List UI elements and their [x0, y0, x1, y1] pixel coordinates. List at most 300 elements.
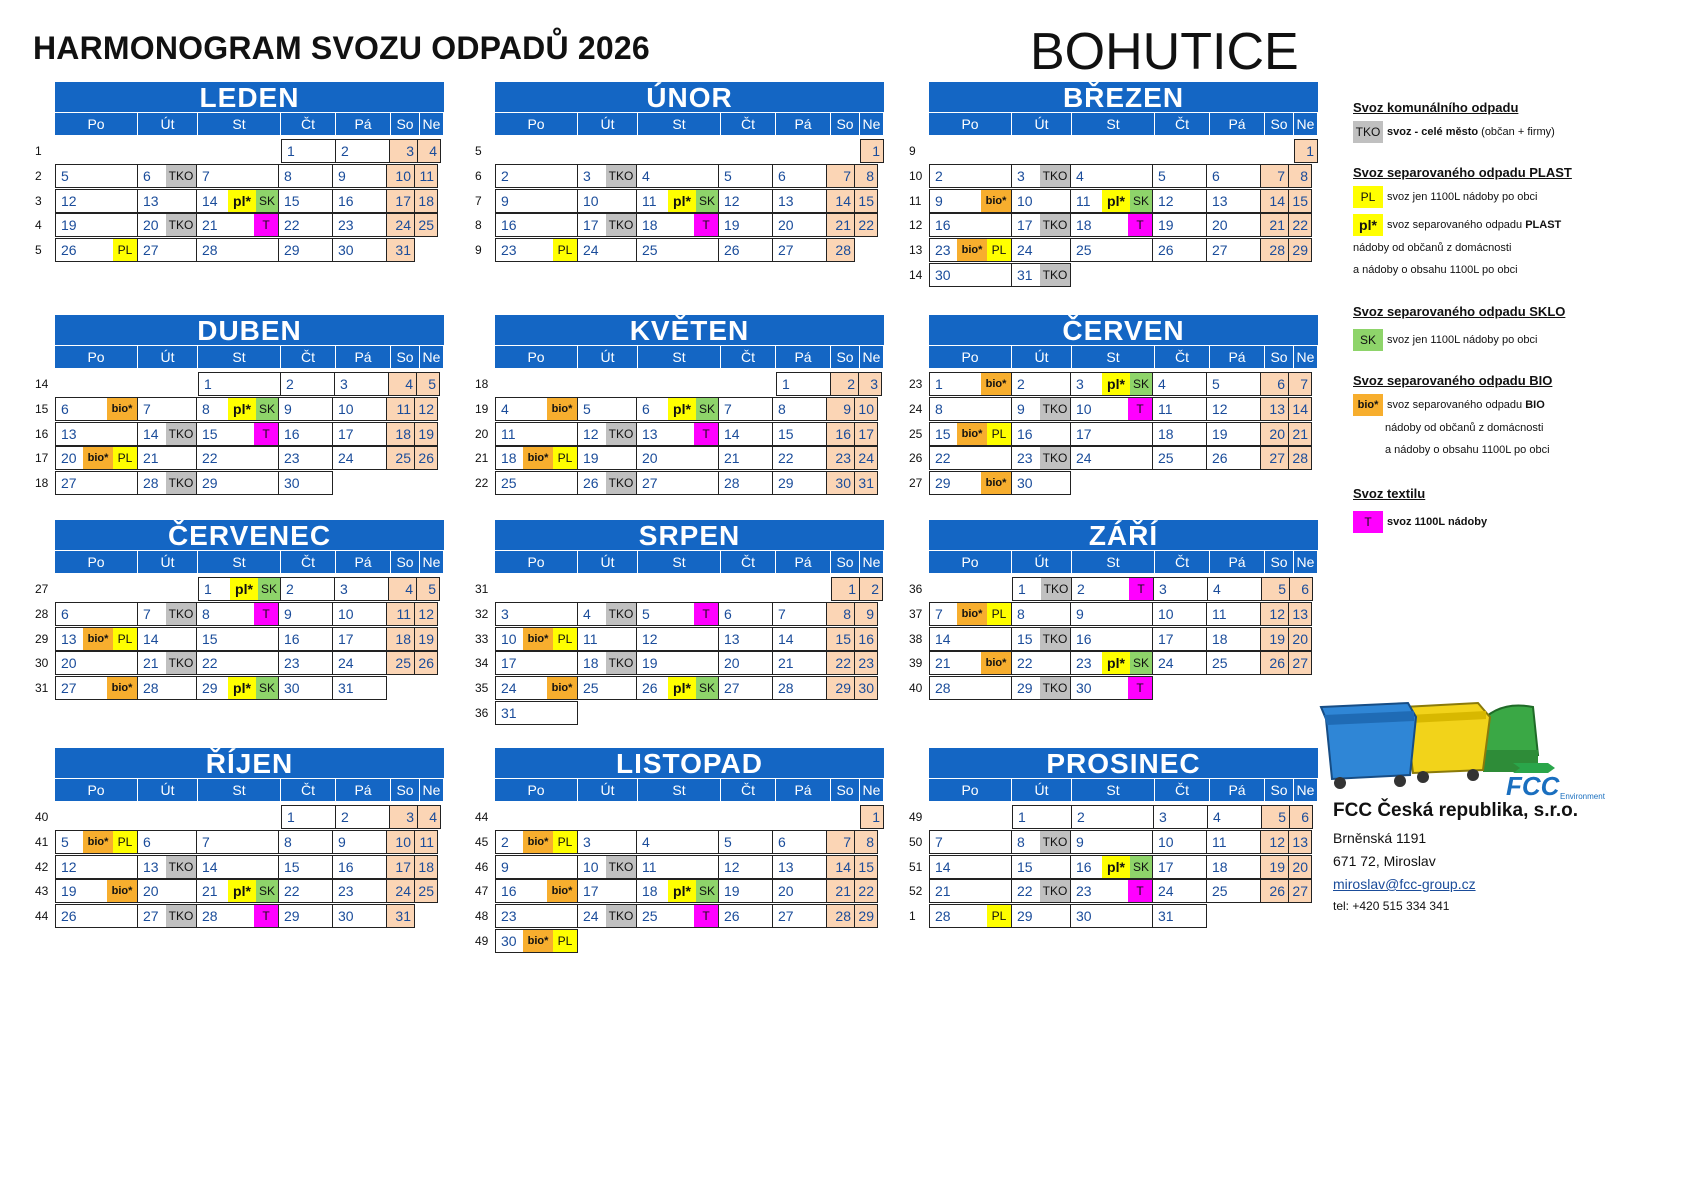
day-cell — [929, 263, 1012, 287]
tag-pl: PL — [987, 603, 1011, 625]
weekday-label: So — [831, 779, 860, 801]
day-number: 11 — [1158, 400, 1173, 417]
day-cell — [196, 422, 279, 446]
day-cell — [1070, 904, 1153, 928]
day-number: 4 — [642, 833, 650, 850]
fcc-bins-logo — [1318, 695, 1638, 805]
day-cell — [386, 651, 415, 675]
day-number: 16 — [284, 425, 300, 442]
day-number: 29 — [284, 908, 300, 925]
weekday-label: Pá — [1210, 346, 1265, 368]
legend-bio-swatch: bio* — [1353, 394, 1383, 416]
day-number: 21 — [202, 883, 218, 900]
day-cell — [332, 855, 387, 879]
empty-cell — [495, 372, 578, 396]
empty-cell — [1262, 676, 1291, 700]
day-cell — [278, 651, 333, 675]
day-cell — [577, 164, 637, 188]
day-cell — [386, 422, 415, 446]
day-cell — [495, 446, 578, 470]
tag-pl: PL — [553, 831, 577, 853]
empty-cell — [1153, 471, 1208, 495]
day-number: 7 — [202, 167, 210, 184]
day-cell — [636, 189, 719, 213]
day-number: 7 — [724, 400, 732, 417]
month-name: ČERVENEC — [55, 520, 444, 550]
empty-cell — [775, 701, 830, 725]
day-number: 3 — [406, 143, 414, 159]
day-number: 21 — [143, 450, 159, 467]
day-number: 6 — [1212, 167, 1220, 184]
day-number: 7 — [143, 400, 151, 417]
day-cell — [1012, 577, 1072, 601]
day-cell — [1206, 651, 1261, 675]
day-cell — [1261, 805, 1290, 829]
day-cell — [826, 879, 855, 903]
day-cell — [718, 189, 773, 213]
day-number: 24 — [583, 242, 599, 259]
week-row — [473, 397, 945, 421]
tag-t: T — [254, 905, 278, 927]
day-number: 23 — [935, 242, 951, 259]
day-number: 17 — [1158, 858, 1174, 875]
tag-tko: TKO — [606, 603, 636, 625]
day-cell — [495, 676, 578, 700]
week-row — [473, 830, 945, 854]
day-number: 8 — [202, 400, 210, 417]
day-cell — [636, 855, 719, 879]
day-cell — [1206, 397, 1261, 421]
day-cell — [414, 422, 438, 446]
day-number: 19 — [61, 217, 77, 234]
day-number: 3 — [1017, 167, 1025, 184]
day-number: 11 — [396, 400, 411, 417]
day-cell — [196, 855, 279, 879]
day-number: 12 — [1269, 833, 1285, 850]
day-number: 16 — [284, 630, 300, 647]
day-number: 14 — [778, 630, 794, 647]
weekday-label: Čt — [721, 779, 776, 801]
empty-cell — [1155, 139, 1210, 163]
day-cell — [386, 397, 415, 421]
weekday-label: Pá — [336, 779, 391, 801]
day-number: 17 — [395, 192, 411, 209]
day-number: 24 — [395, 217, 411, 234]
waste-bins-icon — [1318, 695, 1638, 805]
day-number: 8 — [1017, 605, 1025, 622]
day-number: 26 — [583, 475, 599, 492]
day-number: 9 — [338, 167, 346, 184]
day-cell — [137, 676, 197, 700]
day-number: 23 — [338, 217, 354, 234]
day-cell — [495, 213, 578, 237]
day-cell — [772, 879, 827, 903]
week-number: 10 — [909, 168, 923, 183]
legend-plast — [1353, 165, 1673, 276]
day-number: 9 — [1076, 833, 1084, 850]
weekday-label: Út — [138, 779, 198, 801]
week-number: 44 — [475, 810, 489, 824]
weekday-label: Po — [495, 113, 578, 135]
month-name: DUBEN — [55, 315, 444, 345]
empty-cell — [1263, 263, 1292, 287]
day-number: 20 — [778, 217, 794, 234]
empty-cell — [332, 471, 387, 495]
day-cell — [854, 397, 878, 421]
weekday-label: Út — [1012, 779, 1072, 801]
empty-cell — [1265, 139, 1294, 163]
day-cell — [1206, 164, 1261, 188]
day-cell — [196, 238, 279, 262]
day-number: 15 — [202, 425, 218, 442]
day-number: 12 — [724, 192, 740, 209]
weekday-label: Pá — [776, 779, 831, 801]
week-row — [473, 602, 945, 626]
day-number: 31 — [338, 680, 354, 697]
day-number: 9 — [843, 400, 851, 417]
day-cell — [577, 904, 637, 928]
day-number: 13 — [61, 425, 77, 442]
empty-cell — [1207, 676, 1262, 700]
week-row — [33, 805, 505, 829]
empty-cell — [414, 904, 438, 928]
week-number: 47 — [475, 884, 489, 899]
day-cell — [495, 904, 578, 928]
empty-cell — [1292, 471, 1316, 495]
day-number: 7 — [843, 833, 851, 850]
day-cell — [718, 238, 773, 262]
day-cell — [55, 397, 138, 421]
day-cell — [1011, 602, 1071, 626]
week-row — [33, 422, 505, 446]
weekday-label: Pá — [776, 346, 831, 368]
day-cell — [414, 651, 438, 675]
day-number: 12 — [418, 400, 434, 417]
day-cell — [1288, 855, 1312, 879]
day-number: 18 — [1158, 425, 1174, 442]
day-number: 12 — [1158, 192, 1174, 209]
week-row — [473, 372, 945, 396]
day-cell — [1260, 422, 1289, 446]
tag-tko: TKO — [166, 423, 196, 445]
week-number: 5 — [475, 144, 482, 158]
day-cell — [826, 830, 855, 854]
logo-sub: Environment — [1560, 792, 1605, 801]
day-cell — [772, 238, 827, 262]
weekday-label: So — [391, 551, 420, 573]
tag-t: T — [1128, 677, 1152, 699]
day-number: 23 — [284, 655, 300, 672]
weekday-label: Út — [138, 551, 198, 573]
day-cell — [332, 422, 387, 446]
day-cell — [1152, 164, 1207, 188]
day-cell — [577, 213, 637, 237]
week-row — [907, 397, 1379, 421]
day-cell — [1011, 830, 1071, 854]
week-number: 51 — [909, 859, 923, 874]
day-number: 19 — [1158, 217, 1174, 234]
weekday-label: St — [638, 346, 721, 368]
tag-bio: bio* — [83, 447, 113, 469]
day-cell — [495, 855, 578, 879]
day-number: 13 — [778, 858, 794, 875]
weekday-label: So — [1265, 346, 1294, 368]
tag-sk: SK — [696, 880, 718, 902]
day-cell — [854, 855, 878, 879]
week-row — [907, 422, 1379, 446]
day-number: 10 — [338, 400, 354, 417]
month-prosinec — [907, 748, 1379, 929]
tag-tko: TKO — [1040, 165, 1070, 187]
month-name: LISTOPAD — [495, 748, 884, 778]
weekday-header — [55, 779, 444, 801]
day-cell — [196, 879, 279, 903]
day-cell — [335, 139, 390, 163]
weekday-label: Čt — [721, 551, 776, 573]
day-cell — [198, 577, 281, 601]
day-number: 25 — [1212, 655, 1228, 672]
week-number: 26 — [909, 451, 923, 466]
tag-t: T — [1128, 214, 1152, 236]
day-number: 7 — [1300, 376, 1308, 392]
day-number: 14 — [202, 192, 218, 209]
day-cell — [1261, 577, 1290, 601]
day-number: 28 — [778, 680, 794, 697]
day-number: 23 — [284, 450, 300, 467]
day-number: 2 — [286, 376, 294, 392]
week-number: 9 — [909, 144, 916, 158]
week-number: 49 — [909, 810, 923, 824]
week-row — [907, 855, 1379, 879]
week-row — [907, 471, 1379, 495]
day-cell — [1011, 651, 1071, 675]
day-cell — [332, 676, 387, 700]
week-number: 43 — [35, 884, 49, 899]
day-cell — [278, 904, 333, 928]
day-cell — [495, 397, 578, 421]
day-number: 25 — [395, 655, 411, 672]
day-number: 11 — [419, 833, 434, 850]
month-name: LEDEN — [55, 82, 444, 112]
week-number: 5 — [35, 243, 42, 258]
day-cell — [1011, 879, 1071, 903]
week-number: 6 — [475, 168, 482, 183]
day-number: 9 — [284, 400, 292, 417]
day-cell — [1011, 627, 1071, 651]
week-number: 1 — [35, 144, 42, 158]
day-cell — [826, 446, 855, 470]
tag-pl: PL — [553, 930, 577, 952]
day-cell — [495, 651, 578, 675]
day-number: 16 — [338, 858, 354, 875]
day-number: 26 — [418, 655, 434, 672]
weekday-label: Ne — [420, 779, 444, 801]
day-number: 15 — [935, 425, 951, 442]
day-number: 14 — [724, 425, 740, 442]
weekday-label: Pá — [1210, 779, 1265, 801]
day-cell — [281, 805, 336, 829]
day-cell — [1070, 651, 1153, 675]
day-number: 6 — [143, 833, 151, 850]
day-number: 29 — [1017, 680, 1033, 697]
day-number: 5 — [1278, 581, 1286, 597]
day-number: 5 — [583, 400, 591, 417]
day-cell — [386, 189, 415, 213]
day-number: 3 — [1159, 809, 1167, 825]
week-row — [33, 676, 505, 700]
day-number: 4 — [429, 809, 437, 825]
month-červenec — [33, 520, 505, 701]
day-cell — [495, 602, 578, 626]
day-cell — [826, 422, 855, 446]
day-cell — [854, 213, 878, 237]
empty-cell — [1208, 263, 1263, 287]
tag-bio: bio* — [107, 677, 137, 699]
tag-pl: pl* — [1102, 652, 1130, 674]
day-cell — [831, 577, 860, 601]
day-cell — [414, 830, 438, 854]
day-number: 22 — [202, 450, 218, 467]
day-number: 20 — [1212, 217, 1228, 234]
day-number: 24 — [1158, 655, 1174, 672]
day-cell — [495, 701, 578, 725]
day-number: 18 — [1212, 858, 1228, 875]
day-cell — [137, 904, 197, 928]
weekday-label: Út — [1012, 551, 1072, 573]
day-cell — [386, 164, 415, 188]
day-cell — [577, 471, 637, 495]
week-row — [473, 627, 945, 651]
day-number: 24 — [1158, 883, 1174, 900]
tag-t: T — [694, 214, 718, 236]
day-cell — [281, 139, 336, 163]
day-number: 30 — [1076, 680, 1092, 697]
day-cell — [55, 471, 138, 495]
day-number: 3 — [340, 376, 348, 392]
day-number: 12 — [61, 192, 77, 209]
week-number: 36 — [475, 705, 489, 720]
day-number: 4 — [642, 167, 650, 184]
week-number: 2 — [35, 168, 42, 183]
day-cell — [1152, 627, 1207, 651]
week-row — [33, 189, 505, 213]
day-number: 28 — [202, 908, 218, 925]
day-number: 17 — [338, 425, 354, 442]
month-name: SRPEN — [495, 520, 884, 550]
empty-cell — [637, 929, 720, 953]
day-number: 17 — [1158, 630, 1174, 647]
tag-pl: pl* — [1102, 373, 1130, 395]
weekday-label: So — [391, 779, 420, 801]
day-number: 30 — [284, 680, 300, 697]
week-number: 1 — [909, 909, 916, 924]
day-number: 17 — [501, 655, 517, 672]
month-duben — [33, 315, 505, 496]
day-number: 31 — [395, 242, 411, 259]
day-number: 11 — [1212, 605, 1227, 622]
day-number: 22 — [284, 217, 300, 234]
week-row — [33, 855, 505, 879]
week-row — [33, 164, 505, 188]
weekday-label: St — [198, 779, 281, 801]
day-number: 19 — [418, 425, 434, 442]
day-number: 28 — [835, 908, 851, 925]
empty-cell — [578, 577, 638, 601]
legend-text: BIO — [1525, 399, 1545, 411]
day-number: 16 — [935, 217, 951, 234]
month-září — [907, 520, 1379, 701]
day-cell — [1152, 651, 1207, 675]
day-cell — [772, 471, 827, 495]
day-number: 31 — [501, 704, 517, 721]
day-cell — [495, 164, 578, 188]
empty-cell — [416, 471, 440, 495]
day-cell — [1153, 805, 1208, 829]
day-number: 1 — [935, 376, 943, 392]
day-number: 25 — [395, 450, 411, 467]
empty-cell — [830, 701, 859, 725]
day-number: 20 — [1269, 425, 1285, 442]
week-row — [907, 627, 1379, 651]
day-cell — [854, 602, 878, 626]
day-cell — [860, 139, 884, 163]
day-number: 11 — [396, 605, 411, 622]
day-cell — [1011, 471, 1071, 495]
tag-sk: SK — [696, 398, 718, 420]
day-cell — [386, 855, 415, 879]
day-cell — [772, 164, 827, 188]
day-number: 14 — [143, 425, 159, 442]
day-cell — [854, 651, 878, 675]
day-number: 2 — [935, 167, 943, 184]
company-street: Brněnská 1191 — [1333, 830, 1427, 846]
day-cell — [389, 139, 418, 163]
day-cell — [854, 189, 878, 213]
week-row — [33, 372, 505, 396]
week-row — [907, 651, 1379, 675]
week-number: 34 — [475, 656, 489, 671]
empty-cell — [578, 139, 638, 163]
tag-sk: SK — [1130, 652, 1152, 674]
tag-bio: bio* — [957, 603, 987, 625]
day-number: 30 — [1076, 908, 1092, 925]
day-number: 14 — [1269, 192, 1285, 209]
month-name: ÚNOR — [495, 82, 884, 112]
day-cell — [137, 651, 197, 675]
day-number: 27 — [778, 242, 794, 259]
day-cell — [826, 213, 855, 237]
day-cell — [416, 577, 440, 601]
legend-heading: Svoz separovaného odpadu SKLO — [1353, 304, 1566, 319]
weekday-label: Čt — [1155, 779, 1210, 801]
day-cell — [1206, 422, 1261, 446]
day-number: 19 — [61, 883, 77, 900]
month-březen — [907, 82, 1379, 288]
day-cell — [196, 213, 279, 237]
week-row — [907, 372, 1379, 396]
day-cell — [55, 164, 138, 188]
company-email-link[interactable]: miroslav@fcc-group.cz — [1333, 876, 1476, 892]
day-cell — [1288, 830, 1312, 854]
day-number: 25 — [418, 883, 434, 900]
day-number: 31 — [1158, 908, 1174, 925]
day-cell — [332, 397, 387, 421]
day-number: 15 — [858, 858, 874, 875]
day-number: 24 — [1076, 450, 1092, 467]
day-cell — [1070, 189, 1153, 213]
day-cell — [196, 904, 279, 928]
day-number: 22 — [835, 655, 851, 672]
